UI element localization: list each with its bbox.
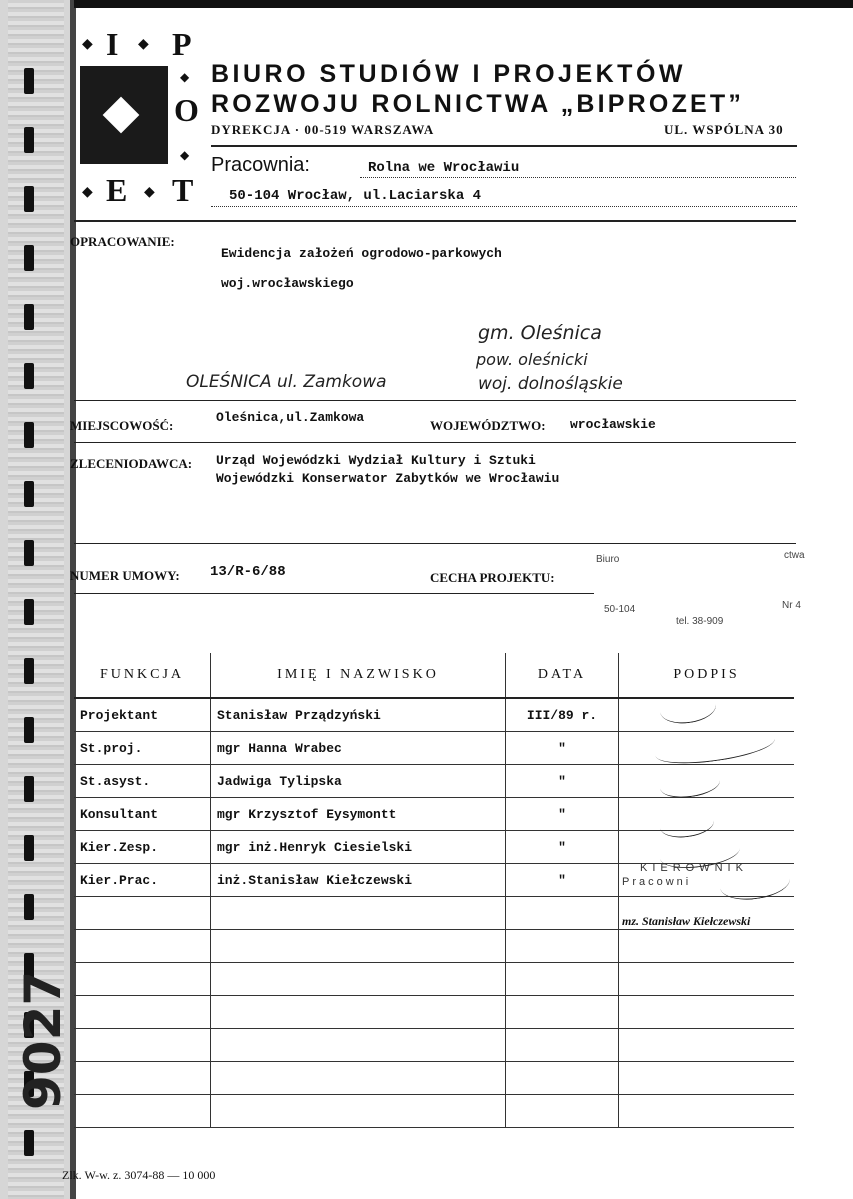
empty-cell bbox=[74, 963, 211, 996]
direction-address: DYREKCJA · 00-519 WARSZAWA bbox=[211, 122, 435, 137]
zleceniodawca-label: ZLECENIODAWCA: bbox=[70, 456, 193, 471]
empty-cell bbox=[506, 897, 619, 930]
empty-cell bbox=[619, 996, 795, 1029]
empty-cell bbox=[211, 1062, 506, 1095]
logo-dot: ◆ bbox=[180, 148, 190, 162]
header-podpis: PODPIS bbox=[619, 653, 795, 698]
field-divider bbox=[74, 543, 796, 544]
empty-cell bbox=[506, 996, 619, 1029]
funkcja-cell: St.asyst. bbox=[74, 765, 211, 798]
address-line bbox=[211, 206, 797, 207]
header-funkcja: FUNKCJA bbox=[74, 653, 211, 698]
nazwisko-cell: mgr Krzysztof Eysymontt bbox=[211, 798, 506, 831]
film-hole bbox=[24, 304, 34, 330]
empty-cell bbox=[74, 996, 211, 1029]
data-cell: " bbox=[506, 864, 619, 897]
workshop-label: Pracownia: bbox=[211, 154, 310, 176]
field-divider bbox=[74, 593, 594, 594]
empty-cell bbox=[74, 930, 211, 963]
table-row-empty bbox=[74, 930, 794, 963]
film-hole bbox=[24, 717, 34, 743]
zleceniodawca-line1: Urząd Wojewódzki Wydział Kultury i Sztuki bbox=[216, 453, 536, 468]
logo-dot: ◆ bbox=[82, 37, 93, 52]
cecha-label: CECHA PROJEKTU: bbox=[430, 570, 555, 585]
miejscowosc-label: MIEJSCOWOŚĆ: bbox=[70, 418, 174, 433]
nazwisko-cell: inż.Stanisław Kiełczewski bbox=[211, 864, 506, 897]
header-data: DATA bbox=[506, 653, 619, 698]
opracowanie-label: OPRACOWANIE: bbox=[70, 234, 175, 249]
wojewodztwo-label: WOJEWÓDZTWO: bbox=[430, 418, 546, 433]
stamp-kierownik: KIEROWNIK bbox=[640, 862, 748, 874]
empty-cell bbox=[211, 996, 506, 1029]
print-footer: Zlk. W-w. z. 3074-88 — 10 000 bbox=[62, 1168, 216, 1182]
stamp-line2: 50-104 bbox=[604, 604, 636, 615]
film-hole bbox=[24, 835, 34, 861]
logo-letter-t: T bbox=[172, 172, 194, 208]
empty-cell bbox=[619, 1095, 795, 1128]
wojewodztwo-value: wrocławskie bbox=[570, 417, 656, 432]
data-cell: " bbox=[506, 765, 619, 798]
empty-cell bbox=[506, 1062, 619, 1095]
handwritten-place: OLEŚNICA ul. Zamkowa bbox=[186, 372, 387, 392]
table-row-empty bbox=[74, 996, 794, 1029]
data-cell: " bbox=[506, 831, 619, 864]
empty-cell bbox=[506, 1029, 619, 1062]
empty-cell bbox=[74, 1029, 211, 1062]
stamp-pracowni: Pracowni bbox=[622, 876, 692, 888]
film-hole bbox=[24, 245, 34, 271]
film-hole bbox=[24, 540, 34, 566]
handwritten-powiat: pow. oleśnicki bbox=[476, 350, 588, 369]
nazwisko-cell: Jadwiga Tylipska bbox=[211, 765, 506, 798]
empty-cell bbox=[506, 930, 619, 963]
data-cell: III/89 r. bbox=[506, 698, 619, 732]
funkcja-cell: St.proj. bbox=[74, 732, 211, 765]
office-stamp bbox=[590, 548, 815, 633]
umowa-value: 13/R-6/88 bbox=[210, 564, 286, 580]
empty-cell bbox=[211, 930, 506, 963]
empty-cell bbox=[211, 963, 506, 996]
header-nazwisko: IMIĘ I NAZWISKO bbox=[211, 653, 506, 698]
film-hole bbox=[24, 894, 34, 920]
stamp-line1: Biuro bbox=[596, 554, 620, 565]
empty-cell bbox=[211, 1095, 506, 1128]
top-border bbox=[74, 0, 853, 8]
film-hole bbox=[24, 186, 34, 212]
logo-dot: ◆ bbox=[138, 37, 149, 52]
opracowanie-line1: Ewidencja założeń ogrodowo-parkowych bbox=[221, 246, 502, 261]
org-name-line1: BIURO STUDIÓW I PROJEKTÓW bbox=[211, 60, 686, 88]
table-row-empty bbox=[74, 1029, 794, 1062]
nazwisko-cell: mgr Hanna Wrabec bbox=[211, 732, 506, 765]
funkcja-cell: Projektant bbox=[74, 698, 211, 732]
umowa-label: NUMER UMOWY: bbox=[70, 568, 180, 583]
table-row-empty bbox=[74, 1062, 794, 1095]
logo-black-square bbox=[80, 66, 168, 164]
logo-letter-i: I bbox=[106, 26, 119, 62]
film-hole bbox=[24, 422, 34, 448]
staff-table bbox=[74, 653, 794, 1128]
empty-cell bbox=[619, 963, 795, 996]
film-hole bbox=[24, 363, 34, 389]
table-header-row bbox=[74, 653, 794, 698]
field-divider bbox=[74, 400, 796, 401]
empty-cell bbox=[211, 1029, 506, 1062]
archive-number: 9027 bbox=[14, 970, 72, 1110]
film-hole bbox=[24, 481, 34, 507]
funkcja-cell: Konsultant bbox=[74, 798, 211, 831]
film-hole bbox=[24, 658, 34, 684]
table-row-empty bbox=[74, 1095, 794, 1128]
logo-letter-p: P bbox=[172, 26, 192, 62]
logo-letter-e: E bbox=[106, 172, 128, 208]
empty-cell bbox=[211, 897, 506, 930]
logo-dot: ◆ bbox=[144, 185, 155, 200]
street-address: UL. WSPÓLNA 30 bbox=[664, 122, 784, 137]
miejscowosc-value: Oleśnica,ul.Zamkowa bbox=[216, 410, 365, 425]
funkcja-cell: Kier.Zesp. bbox=[74, 831, 211, 864]
empty-cell bbox=[506, 963, 619, 996]
field-divider bbox=[74, 442, 796, 443]
stamp-line3: tel. 38-909 bbox=[676, 616, 724, 627]
logo-letter-o: O bbox=[174, 92, 199, 128]
empty-cell bbox=[619, 1062, 795, 1095]
empty-cell bbox=[74, 897, 211, 930]
section-divider bbox=[74, 220, 796, 222]
nazwisko-cell: Stanisław Prządzyński bbox=[211, 698, 506, 732]
film-hole bbox=[24, 776, 34, 802]
table-row-empty bbox=[74, 963, 794, 996]
workshop-address: 50-104 Wrocław, ul.Laciarska 4 bbox=[229, 188, 482, 204]
logo bbox=[80, 26, 200, 216]
data-cell: " bbox=[506, 798, 619, 831]
data-cell: " bbox=[506, 732, 619, 765]
empty-cell bbox=[74, 1062, 211, 1095]
film-hole bbox=[24, 599, 34, 625]
stamp-line1-right: ctwa bbox=[784, 550, 805, 561]
stamp-name: mz. Stanisław Kiełczewski bbox=[622, 914, 751, 928]
org-name-line2: ROZWOJU ROLNICTWA „BIPROZET” bbox=[211, 90, 745, 118]
header-divider bbox=[211, 145, 797, 147]
workshop-value: Rolna we Wrocławiu bbox=[368, 160, 520, 176]
logo-diamond-icon bbox=[103, 97, 140, 134]
workshop-line bbox=[360, 177, 796, 178]
logo-dot: ◆ bbox=[82, 185, 93, 200]
empty-cell bbox=[619, 1029, 795, 1062]
empty-cell bbox=[74, 1095, 211, 1128]
opracowanie-line2: woj.wrocławskiego bbox=[221, 276, 354, 291]
nazwisko-cell: mgr inż.Henryk Ciesielski bbox=[211, 831, 506, 864]
film-hole bbox=[24, 127, 34, 153]
zleceniodawca-line2: Wojewódzki Konserwator Zabytków we Wrocławiu bbox=[216, 471, 560, 486]
empty-cell bbox=[619, 930, 795, 963]
handwritten-voivodeship: woj. dolnośląskie bbox=[478, 374, 623, 394]
empty-cell bbox=[506, 1095, 619, 1128]
funkcja-cell: Kier.Prac. bbox=[74, 864, 211, 897]
film-hole bbox=[24, 68, 34, 94]
stamp-line2-right: Nr 4 bbox=[782, 600, 801, 611]
handwritten-gmina: gm. Oleśnica bbox=[478, 322, 602, 344]
logo-dot: ◆ bbox=[180, 70, 190, 84]
film-hole bbox=[24, 1130, 34, 1156]
